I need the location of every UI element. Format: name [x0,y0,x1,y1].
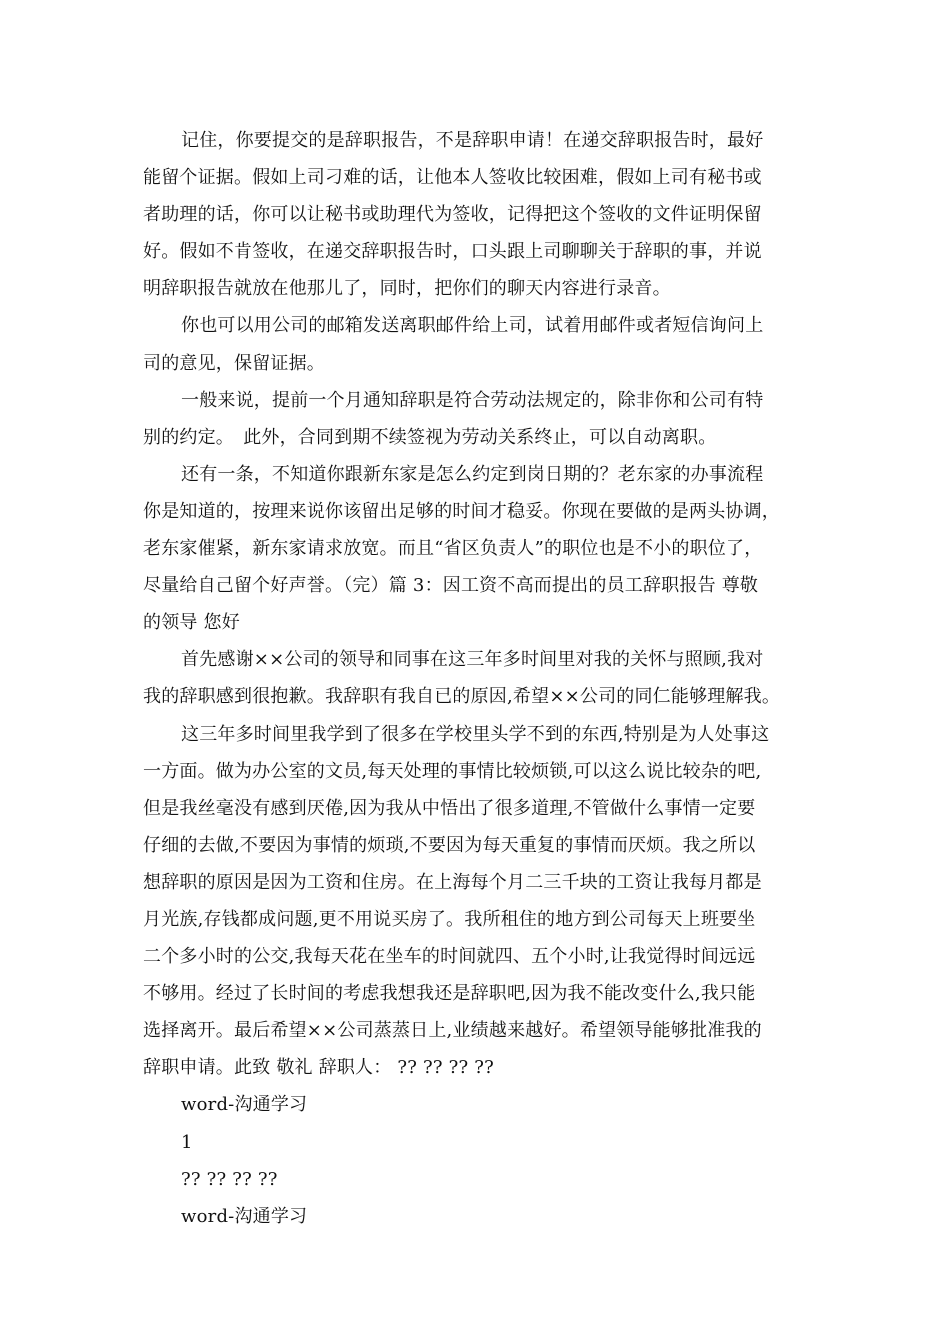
text-line: 老东家催紧，新东家请求放宽。而且“省区负责人”的职位也是不小的职位了， [143,538,763,560]
text-line: 一般来说，提前一个月通知辞职是符合劳动法规定的，除非你和公司有特 [181,389,764,411]
text-line: word-沟通学习 [181,1205,308,1227]
text-line: 仔细的去做,不要因为事情的烦琐,不要因为每天重复的事情而厌烦。我之所以 [143,834,756,856]
text-line: 别的约定。 此外，合同到期不续签视为劳动关系终止，可以自动离职。 [143,426,717,448]
text-line: 辞职申请。此致 敬礼 辞职人： ?? ?? ?? ?? [143,1057,494,1079]
document-body [143,122,813,1235]
text-line: ?? ?? ?? ?? [181,1168,278,1190]
text-line: 1 [181,1131,193,1153]
text-line: 选择离开。最后希望××公司蒸蒸日上,业绩越来越好。希望领导能够批准我的 [143,1020,762,1042]
text-line: 尽量给自己留个好声誉。（完）篇 3：因工资不高而提出的员工辞职报告 尊敬 [143,575,759,597]
text-line: 能留个证据。假如上司刁难的话，让他本人签收比较困难，假如上司有秘书或 [143,167,762,189]
text-line: 月光族,存钱都成问题,更不用说买房了。我所租住的地方到公司每天上班要坐 [143,908,756,930]
text-line: 想辞职的原因是因为工资和住房。在上海每个月二三千块的工资让我每月都是 [143,871,762,893]
text-line: 记住，你要提交的是辞职报告，不是辞职申请！在递交辞职报告时，最好 [181,130,764,151]
text-line: 二个多小时的公交,我每天花在坐车的时间就四、五个小时,让我觉得时间远远 [143,946,756,968]
text-line: 首先感谢××公司的领导和同事在这三年多时间里对我的关怀与照顾,我对 [181,649,764,671]
text-line: 你也可以用公司的邮箱发送离职邮件给上司，试着用邮件或者短信询问上 [181,315,764,337]
text-line: 者助理的话，你可以让秘书或助理代为签收，记得把这个签收的文件证明保留 [143,204,762,226]
text-line: 一方面。做为办公室的文员,每天处理的事情比较烦锁,可以这么说比较杂的吧, [143,760,762,782]
text-line: 这三年多时间里我学到了很多在学校里头学不到的东西,特别是为人处事这 [181,723,770,745]
text-line: 的领导 您好 [143,612,240,634]
text-line: 不够用。经过了长时间的考虑我想我还是辞职吧,因为我不能改变什么,我只能 [143,983,756,1005]
text-line: 你是知道的，按理来说你该留出足够的时间才稳妥。你现在要做的是两头协调， [143,500,780,522]
text-line: 我的辞职感到很抱歉。我辞职有我自已的原因,希望××公司的同仁能够理解我。 [143,686,781,708]
text-line: 好。假如不肯签收，在递交辞职报告时，口头跟上司聊聊关于辞职的事，并说 [143,241,762,263]
text-line: word-沟通学习 [181,1094,308,1116]
text-line: 司的意见，保留证据。 [143,352,325,374]
text-line: 但是我丝毫没有感到厌倦,因为我从中悟出了很多道理,不管做什么事情一定要 [143,797,756,819]
text-line: 明辞职报告就放在他那儿了，同时，把你们的聊天内容进行录音。 [143,278,671,300]
text-line: 还有一条，不知道你跟新东家是怎么约定到岗日期的？老东家的办事流程 [181,463,764,485]
